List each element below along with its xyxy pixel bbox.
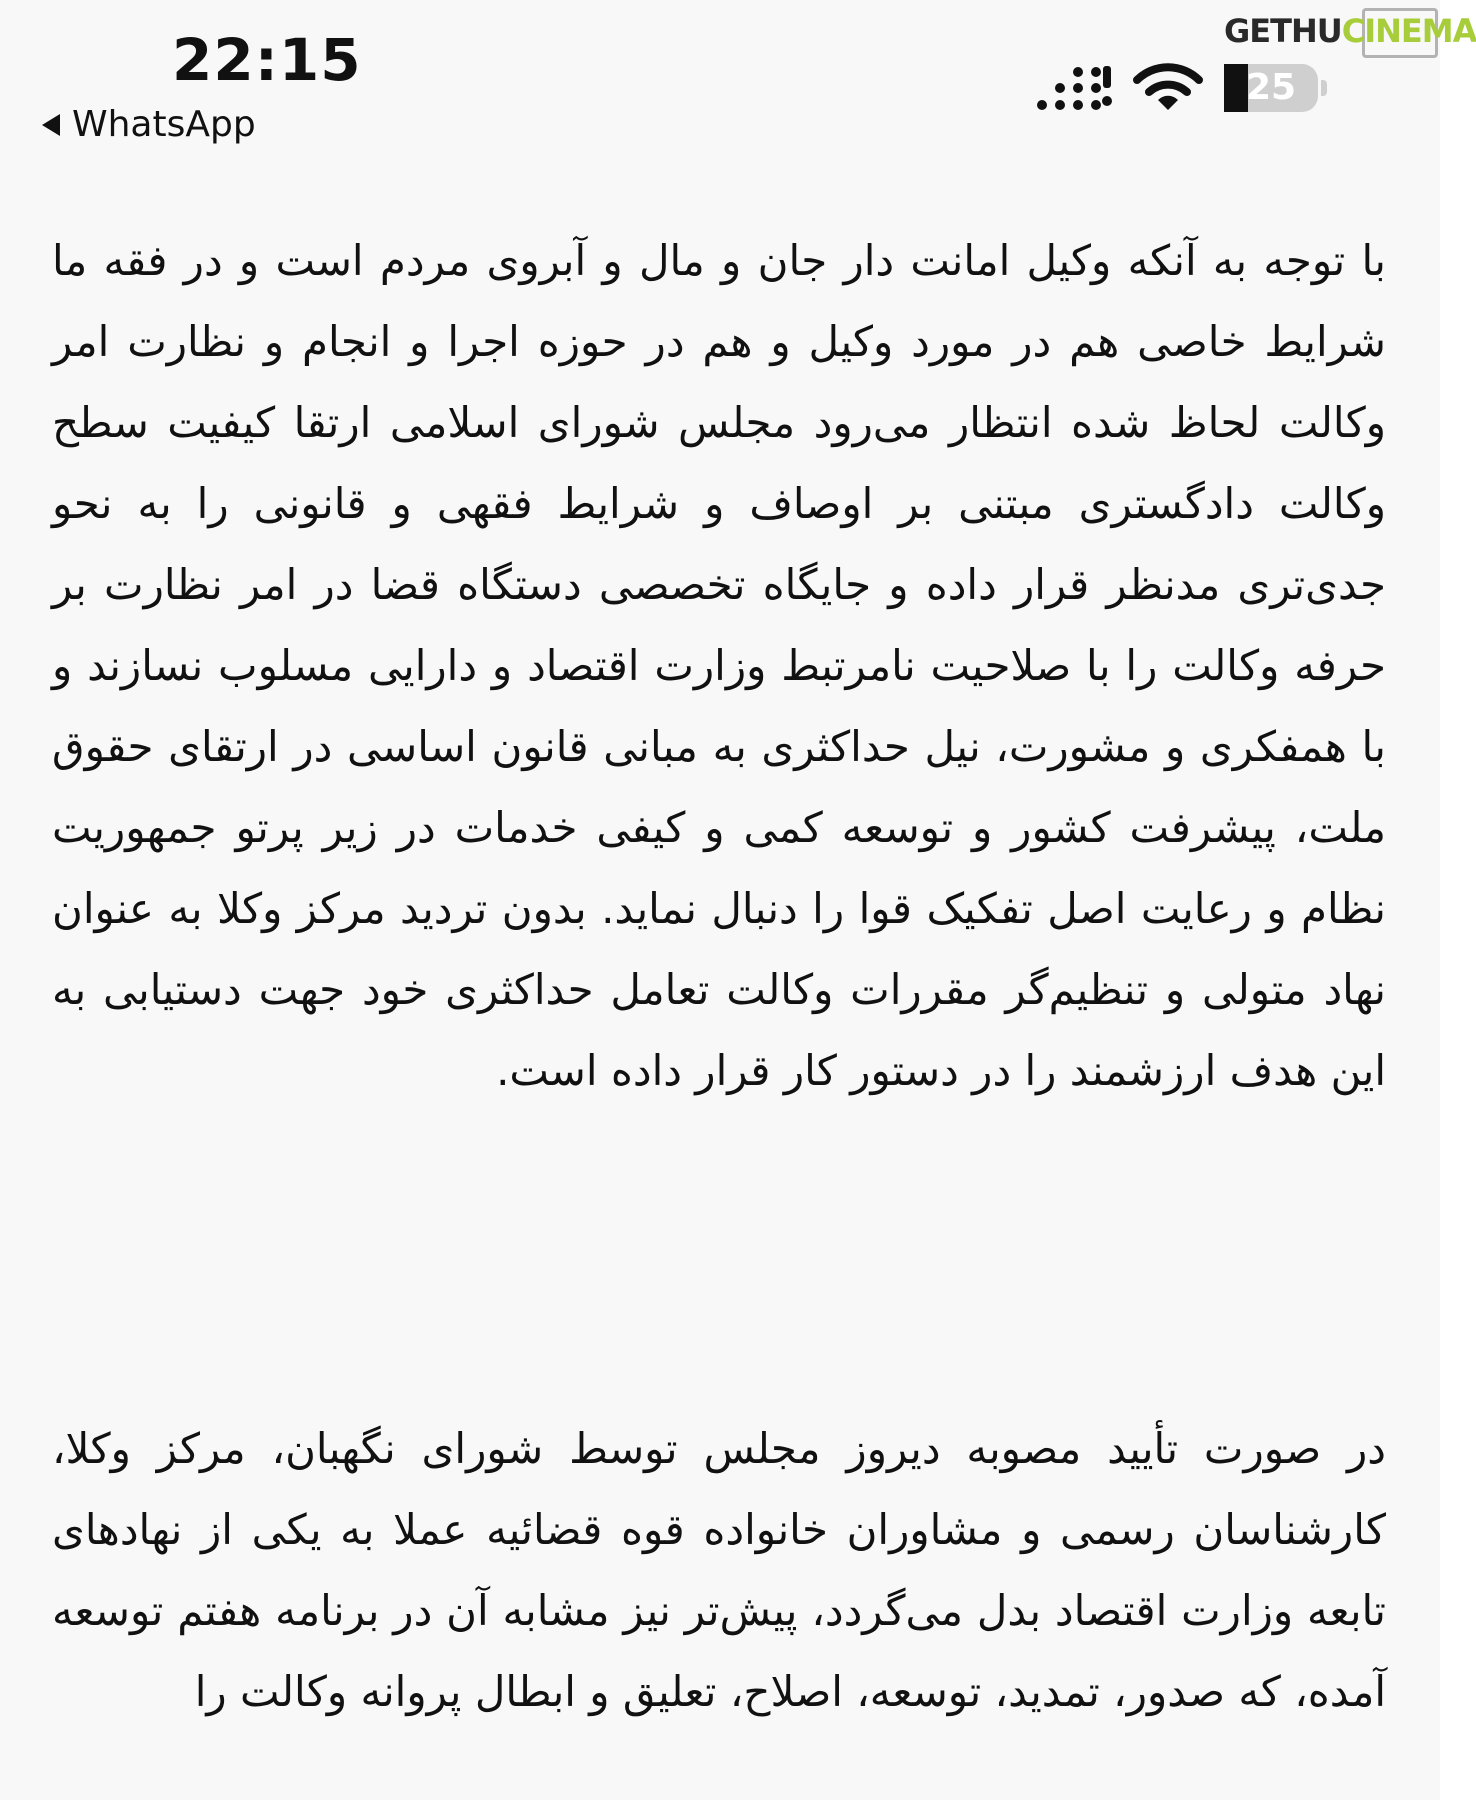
watermark-logo <box>1222 6 1476 56</box>
back-arrow-icon <box>42 114 60 136</box>
back-link-label: WhatsApp <box>72 104 256 145</box>
battery-level: 25 <box>1245 67 1297 108</box>
cellular-signal-icon <box>1036 64 1112 112</box>
status-bar <box>0 0 1476 150</box>
back-to-whatsapp-link[interactable] <box>42 104 256 145</box>
battery-tip <box>1321 80 1327 96</box>
article-paragraph: در صورت تأیید مصوبه دیروز مجلس توسط شورای نگهبان، مرکز وکلا، کارشناسان رسمی و مشاوران خانواده قوه قضائیه عملا به یکی از نهادهای تابعه وزارت اقتصاد بدل می‌گردد، پیش‌تر نیز مشابه آن در برنامه هفتم توسعه آمده، که صدور، تمدید، توسعه، اصلاح، تعلیق و ابطال پروانه وکالت را <box>52 1424 1386 1716</box>
battery-body <box>1224 64 1318 112</box>
watermark-text <box>1224 12 1476 50</box>
article-paragraph: با توجه به آنکه وکیل امانت دار جان و مال و آبروی مردم است و در فقه ما شرایط خاصی هم در مورد وکیل و هم در حوزه اجرا و انجام و نظارت امر وکالت لحاظ شده انتظار می‌رود مجلس شورای اسلامی ارتقا کیفیت سطح وکالت دادگستری مبتنی بر اوصاف و شرایط فقهی و قانونی را به نحو جدی‌تری مدنظر قرار داده و جایگاه تخصصی دستگاه قضا در امر نظارت بر حرفه وکالت را با صلاحیت نامرتبط وزارت اقتصاد و دارایی مسلوب نسازند و با همفکری و مشورت، نیل حداکثری به مبانی قانون اساسی در ارتقای حقوق ملت، پیشرفت کشور و توسعه کمی و کیفی خدمات در زیر پرتو جمهوریت نظام و رعایت اصل تفکیک قوا را دنبال نماید. بدون تردید مرکز وکلا به عنوان نهاد متولی و تنظیم‌گر مقررات وکالت تعامل حداکثری خود جهت دستیابی به این هدف ارزشمند را در دستور کار قرار داده است. <box>52 236 1386 1095</box>
watermark-text-part2: CINEMA <box>1341 12 1476 50</box>
watermark-text-part1: GETHU <box>1224 12 1342 50</box>
status-time: 22:15 <box>172 26 362 94</box>
battery-icon <box>1224 64 1328 112</box>
article-body <box>0 150 1440 1800</box>
wifi-icon <box>1133 62 1203 112</box>
